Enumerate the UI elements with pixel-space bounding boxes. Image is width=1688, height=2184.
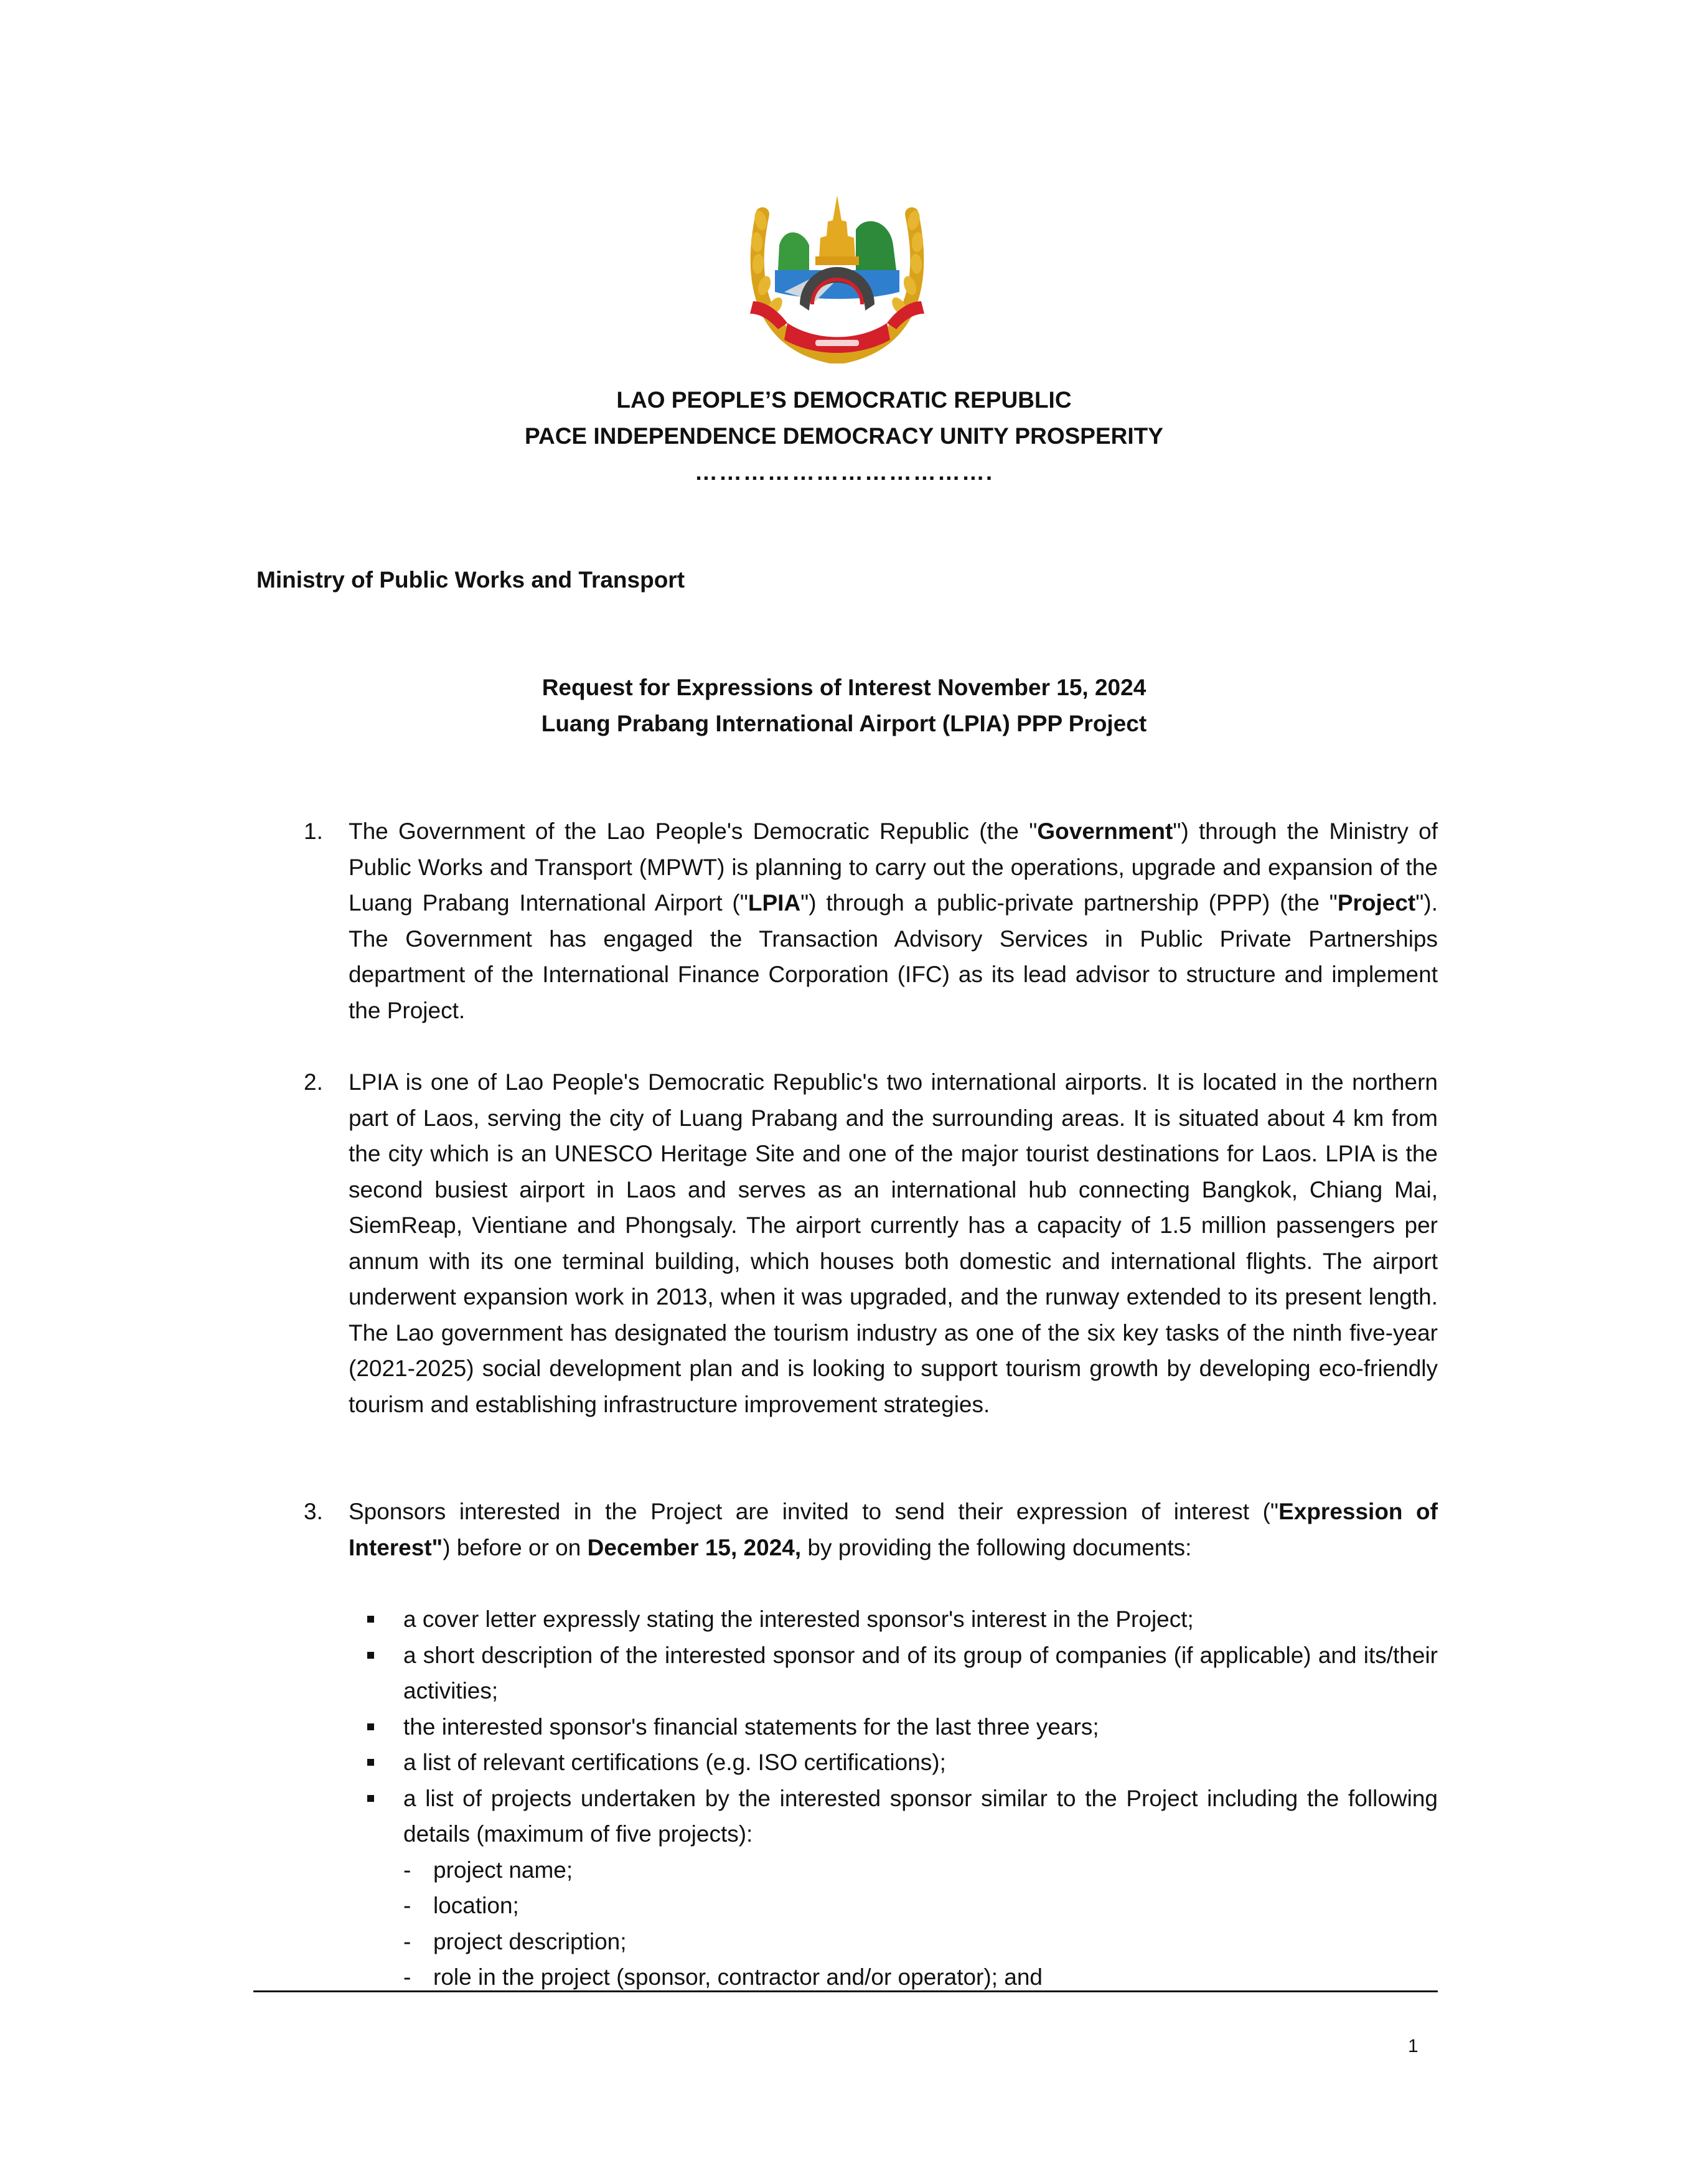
- document-title-line2: Luang Prabang International Airport (LPIA) PPP Project: [541, 711, 1147, 736]
- text-run: ") through the Ministry of Public Works and Transport (MPWT) is planning to carry out the operations, upgrade and expansion of the Luang Prabang International Airport (": [349, 818, 1438, 916]
- numbered-paragraph-3: [304, 1494, 1438, 1565]
- sub-list-item: [403, 1924, 1438, 1960]
- dash-marker: -: [403, 1928, 411, 1954]
- sub-list-item: [403, 1852, 1438, 1888]
- list-item: [349, 1745, 1438, 1781]
- page-number: 1: [1408, 2036, 1418, 2056]
- dotted-separator: ……………………………….: [694, 459, 994, 485]
- bullet-square-icon: [367, 1795, 374, 1802]
- text-run: "). The Government has engaged the Transaction Advisory Services in Public Private Partnerships department of the International Finance Corporation (IFC) as its lead advisor to structure and implement the Project.: [349, 890, 1438, 1023]
- paragraph-number: 1.: [304, 818, 323, 844]
- national-motto-heading: PACE INDEPENDENCE DEMOCRACY UNITY PROSPERITY: [525, 423, 1163, 449]
- bullet-square-icon: [367, 1759, 374, 1766]
- list-item: [349, 1781, 1438, 1995]
- list-item-text: a list of projects undertaken by the interested sponsor similar to the Project including the following details (maximum of five projects):: [403, 1785, 1438, 1847]
- list-item-text: the interested sponsor's financial statements for the last three years;: [403, 1713, 1099, 1740]
- sub-list-item-text: role in the project (sponsor, contractor and/or operator); and: [433, 1964, 1043, 1990]
- list-item: [349, 1638, 1438, 1709]
- text-run: ) before or on: [443, 1534, 588, 1560]
- sub-list-item: [403, 1959, 1438, 1995]
- bold-date: December 15, 2024,: [587, 1534, 802, 1560]
- document-title-line1: Request for Expressions of Interest November 15, 2024: [542, 675, 1146, 700]
- sub-list-item-text: project name;: [433, 1857, 573, 1883]
- text-run: The Government of the Lao People's Democratic Republic (the ": [349, 818, 1038, 844]
- text-run: ") through a public-private partnership (PPP) (the ": [800, 890, 1338, 916]
- bold-term: Government: [1037, 818, 1173, 844]
- bullet-square-icon: [367, 1723, 374, 1730]
- footer-rule: [253, 1990, 1438, 1992]
- text-run: by providing the following documents:: [801, 1534, 1192, 1560]
- list-item: [349, 1709, 1438, 1745]
- required-documents-list: [349, 1601, 1438, 1995]
- paragraph-text: [349, 1494, 1438, 1565]
- dash-marker: -: [403, 1964, 411, 1990]
- bullet-square-icon: [367, 1616, 374, 1623]
- paragraph-text: LPIA is one of Lao People's Democratic Republic's two international airports. It is located in the northern part of Laos, serving the city of Luang Prabang and the surrounding areas. It is situated about 4 km from the city which is an UNESCO Heritage Site and one of the major tourist destinations for Laos. LPIA is the second busiest airport in Laos and serves as an international hub connecting Bangkok, Chiang Mai, SiemReap, Vientiane and Phongsaly. The airport currently has a capacity of 1.5 million passengers per annum with its one terminal building, which houses both domestic and international flights. The airport underwent expansion work in 2013, when it was upgraded, and the runway extended to its present length. The Lao government has designated the tourism industry as one of the six key tasks of the ninth five-year (2021-2025) social development plan and is looking to support tourism growth by developing eco-friendly tourism and establishing infrastructure improvement strategies.: [349, 1069, 1438, 1417]
- paragraph-text: [349, 813, 1438, 1028]
- list-item-text: a list of relevant certifications (e.g. ISO certifications);: [403, 1750, 946, 1775]
- project-details-sublist: [403, 1852, 1438, 1995]
- list-item: [349, 1601, 1438, 1638]
- paragraph-number: 2.: [304, 1069, 323, 1095]
- bold-term: Project: [1337, 890, 1416, 916]
- list-item-text: a short description of the interested sponsor and of its group of companies (if applicable) and its/their activities;: [403, 1642, 1438, 1704]
- bullet-square-icon: [367, 1652, 374, 1659]
- dash-marker: -: [403, 1857, 411, 1883]
- numbered-paragraph-1: [304, 813, 1438, 1028]
- bold-term: Expression of Interest": [349, 1499, 1438, 1560]
- bold-term: LPIA: [748, 890, 801, 916]
- ministry-name: Ministry of Public Works and Transport: [256, 567, 685, 593]
- dash-marker: -: [403, 1893, 411, 1918]
- numbered-paragraph-2: [304, 1064, 1438, 1422]
- paragraph-number: 3.: [304, 1499, 323, 1524]
- sub-list-item-text: location;: [433, 1893, 519, 1918]
- country-name-heading: LAO PEOPLE’S DEMOCRATIC REPUBLIC: [616, 387, 1072, 413]
- sub-list-item-text: project description;: [433, 1928, 627, 1954]
- sub-list-item: [403, 1888, 1438, 1924]
- list-item-text: a cover letter expressly stating the interested sponsor's interest in the Project;: [403, 1606, 1194, 1632]
- text-run: Sponsors interested in the Project are invited to send their expression of interest (": [349, 1499, 1279, 1524]
- lao-national-emblem-icon: [741, 177, 934, 363]
